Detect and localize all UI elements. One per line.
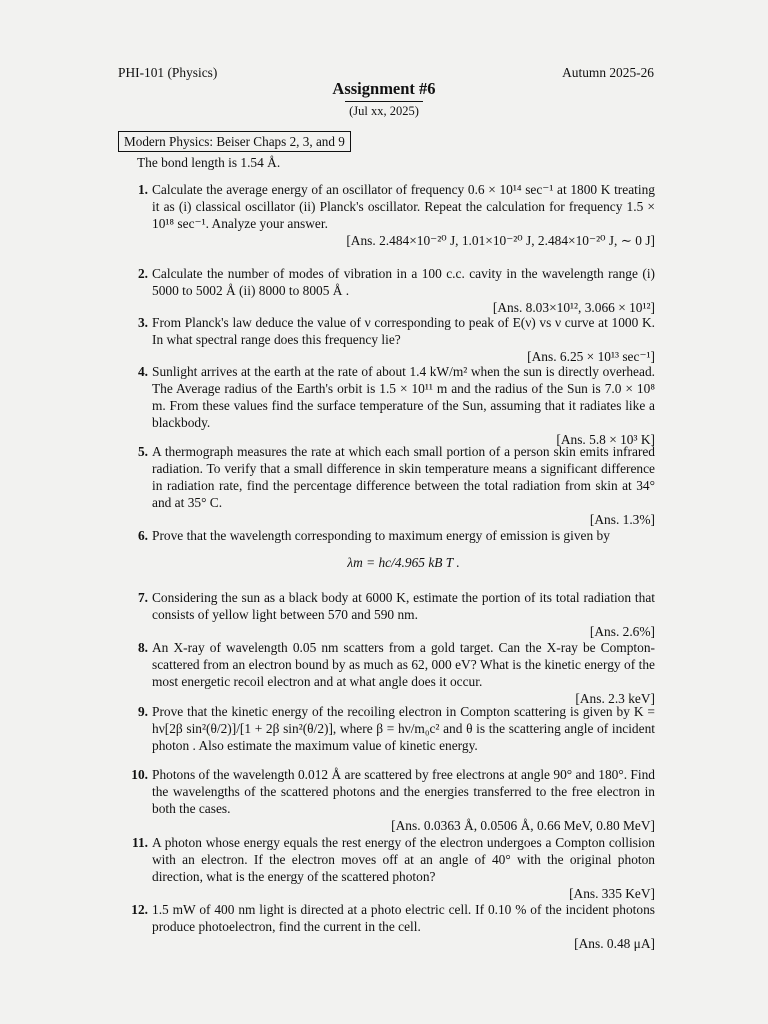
problem-text: A photon whose energy equals the rest energy of the electron undergoes a Compton collision with an electron. If the electron moves off at an angle of 40° with the original photon direction, what is the energy of the scattered photon? <box>152 835 655 884</box>
date-line <box>0 101 768 120</box>
course-code: PHI-101 (Physics) <box>118 65 218 80</box>
problem-answer: [Ans. 2.484×10⁻²⁰ J, 1.01×10⁻²⁰ J, 2.484×10⁻²⁰ J, ∼ 0 J] <box>346 233 655 248</box>
problem-number: 3. <box>137 315 148 330</box>
problem-answer: [Ans. 335 KeV] <box>569 886 655 901</box>
problem-text: From Planck's law deduce the value of ν corresponding to peak of E(ν) vs ν curve at 1000 K. In what spectral range does this frequency lie? <box>152 315 655 347</box>
problem-8 <box>118 639 655 707</box>
problem-text: Photons of the wavelength 0.012 Å are scattered by free electrons at angle 90° and 180°. Find the wavelengths of the scattered photons and the energies transferred to the free electron in both the cases. <box>152 767 655 816</box>
problem-answer: [Ans. 1.3%] <box>589 512 655 527</box>
equation: λm = hc/4.965 kB T . <box>347 555 460 570</box>
problem-7 <box>118 589 655 640</box>
chapter-box: Modern Physics: Beiser Chaps 2, 3, and 9 <box>118 131 351 152</box>
problem-number: 1. <box>137 182 148 197</box>
intro-text: The bond length is 1.54 Å. <box>137 155 281 170</box>
problem-number: 10. <box>131 767 148 782</box>
problem-answer: [Ans. 2.6%] <box>589 624 655 639</box>
problem-number: 5. <box>137 444 148 459</box>
problem-6 <box>118 527 655 571</box>
problem-11 <box>118 834 655 902</box>
problem-number: 2. <box>137 266 148 281</box>
problem-number: 12. <box>131 902 148 917</box>
problem-number: 4. <box>137 364 148 379</box>
problem-answer: [Ans. 8.03×10¹², 3.066 × 10¹²] <box>492 300 655 315</box>
problem-answer: [Ans. 2.3 keV] <box>575 691 655 706</box>
page-title: Assignment #6 <box>332 79 436 98</box>
problem-5 <box>118 443 655 528</box>
problem-text: Considering the sun as a black body at 6000 K, estimate the portion of its total radiation that consists of yellow light between 570 and 590 nm. <box>152 590 655 622</box>
problem-12 <box>118 901 655 952</box>
problem-number: 11. <box>132 835 148 850</box>
problem-1 <box>118 181 655 249</box>
problem-text: Calculate the number of modes of vibration in a 100 c.c. cavity in the wavelength range (i) 5000 to 5002 Å (ii) 8000 to 8005 Å . <box>152 266 655 298</box>
problem-4 <box>118 363 655 448</box>
problem-text: 1.5 mW of 400 nm light is directed at a photo electric cell. If 0.10 % of the incident photons produce photoelectron, find the current in the cell. <box>152 902 655 934</box>
problem-text: Prove that the wavelength corresponding to maximum energy of emission is given by <box>152 528 610 543</box>
problem-9 <box>118 703 655 754</box>
problem-3 <box>118 314 655 365</box>
problem-text: An X-ray of wavelength 0.05 nm scatters from a gold target. Can the X-ray be Compton-scattered from an electron bound by as much as 62, 000 eV? What is the kinetic energy of the most energetic recoil electron and at what angle does it occur. <box>152 640 655 689</box>
problem-2 <box>118 265 655 316</box>
problem-answer: [Ans. 0.0363 Å, 0.0506 Å, 0.66 MeV, 0.80 MeV] <box>391 818 655 833</box>
problem-text: Prove that the kinetic energy of the recoiling electron in Compton scattering is given by K = hν[2β sin²(θ/2)]/[1 + 2β sin²(θ/2)], where β = hν/m₀c² and θ is the scattering angle of incident photon . Also estimate the maximum value of kinetic energy. <box>152 704 655 753</box>
problem-answer: [Ans. 6.25 × 10¹³ sec⁻¹] <box>527 349 655 364</box>
problem-text: Calculate the average energy of an oscillator of frequency 0.6 × 10¹⁴ sec⁻¹ at 1800 K treating it as (i) classical oscillator (ii) Planck's oscillator. Repeat the calculation for frequency 1.5 × 10¹⁸ sec⁻¹. Analyze your answer. <box>152 182 655 231</box>
problem-number: 6. <box>137 528 148 543</box>
date: (Jul xx, 2025) <box>345 101 423 120</box>
problem-answer: [Ans. 0.48 μA] <box>574 936 655 951</box>
problem-10 <box>118 766 655 834</box>
problem-number: 9. <box>137 704 148 719</box>
term: Autumn 2025-26 <box>562 65 654 80</box>
problem-number: 7. <box>137 590 148 605</box>
problem-answer: [Ans. 5.8 × 10³ K] <box>556 432 655 447</box>
problem-text: A thermograph measures the rate at which each small portion of a person skin emits infrared radiation. To verify that a small difference in skin temperature means a significant difference in radiation rate, find the percentage difference between the total radiation from skin at 34° and at 35° C. <box>152 444 655 510</box>
problem-number: 8. <box>137 640 148 655</box>
problem-text: Sunlight arrives at the earth at the rate of about 1.4 kW/m² when the sun is directly overhead. The Average radius of the Earth's orbit is 1.5 × 10¹¹ m and the radius of the Sun is 7.0 × 10⁸ m. From these values find the surface temperature of the Sun, assuming that it radiates like a blackbody. <box>152 364 655 430</box>
